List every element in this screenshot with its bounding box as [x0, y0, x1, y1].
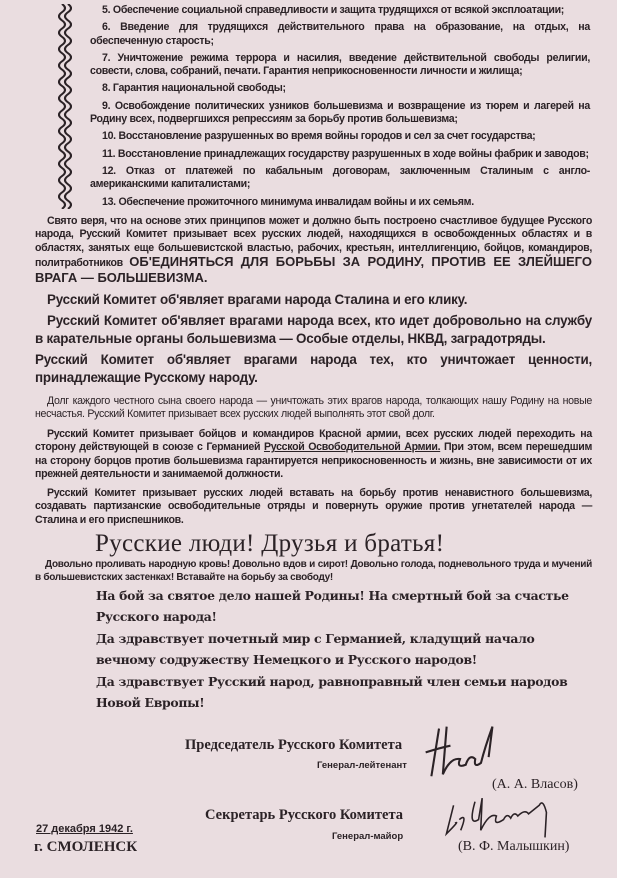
place: г. СМОЛЕНСК — [34, 839, 138, 856]
chairman-title: Председатель Русского Комитета — [185, 737, 403, 754]
program-item-10: 10. Восстановление разрушенных во время войны городов и сел за счет государства; — [102, 130, 536, 143]
vlasov-signature — [420, 719, 500, 781]
slogan-2: Да здравствует почетный мир с Германией, кладущий начало вечному содружеству Немецкого и Русского народов! — [96, 631, 535, 667]
wavy-border-decoration — [58, 4, 72, 209]
malyshkin-name: (В. Ф. Малышкин) — [458, 839, 570, 855]
partisan-paragraph: Русский Комитет призывает русских людей вставать на борьбу против ненавистного большевизма, создавать партизанские освободительные отряды и повернуть оружие против угнетателей народа — Сталина и его приспешников. — [35, 486, 592, 526]
secretary-title: Секретарь Русского Комитета — [205, 807, 403, 824]
program-item-6: 6. Введение для трудящихся действительного права на образование, на отдых, на обеспеченную старость; — [90, 21, 590, 47]
army-text: Русский Комитет призывает бойцов и командиров Красной армии, всех русских людей переходить на сторону действующей в союзе с Германией — [35, 427, 592, 454]
duty-paragraph: Долг каждого честного сына своего народа — уничтожать этих врагов народа, толкающих нашу Родину на новые несчастья. Русский Комитет призывает всех русских людей выполнять этот свой долг. — [35, 394, 592, 421]
date: 27 декабря 1942 г. — [36, 823, 133, 836]
roa-underlined: Русской Освободительной Армии. — [263, 441, 441, 454]
program-item-12: 12. Отказ от платежей по кабальным договорам, заключенным Сталиным с англо-американскими капиталистами; — [90, 164, 590, 191]
army-paragraph — [35, 428, 592, 482]
program-item-9: 9. Освобождение политических узников большевизма и возвращение из тюрем и лагерей на Родину всех, подвергшихся репрессиям за борьбу против большевизма; — [90, 99, 590, 126]
malyshkin-signature — [425, 791, 575, 841]
declaration-stalin: Русский Комитет об'являет врагами народа Сталина и его клику. — [47, 292, 468, 308]
program-item-7: 7. Уничтожение режима террора и насилия, введение действительной свободы религии, совести, слова, собраний, печати. Гарантия неприкосновенности личности и жилища; — [90, 51, 590, 78]
secretary-rank: Генерал-майор — [332, 831, 404, 843]
program-item-5: 5. Обеспечение социальной справедливости и защита трудящихся от всякой эксплоатации; — [102, 4, 565, 16]
program-item-11: 11. Восстановление принадлежащих государству разрушенных в ходе войны фабрик и заводов; — [102, 147, 589, 160]
appeal-text: Свято веря, что на основе этих принципов может и должно быть построено счастливое будущее Русского народа, Русский Комитет призывает всех русских людей, находящихся в освобожденных областях и в областях, занятых еще большевистской властью, рабочих, крестьян, интеллигенцию, бойцов, командиров, политработников — [35, 214, 592, 270]
appeal-caps: ОБ'ЕДИНЯТЬСЯ ДЛЯ БОРЬБЫ ЗА РОДИНУ, ПРОТИВ ЕЕ ЗЛЕЙШЕГО ВРАГА — БОЛЬШЕВИЗМА. — [35, 254, 592, 285]
enough-paragraph: Довольно проливать народную кровь! Довольно вдов и сирот! Довольно голода, подневольного труда и мучений в большевистских застенках! Вставайте на борьбу за свободу! — [35, 559, 592, 583]
program-item-13: 13. Обеспечение прожиточного минимума инвалидам войны и их семьям. — [102, 195, 474, 208]
chairman-rank: Генерал-лейтенант — [317, 760, 407, 772]
signatures-block — [0, 719, 617, 857]
heading: Русские люди! Друзья и братья! — [95, 530, 445, 558]
slogan-3: Да здравствует Русский народ, равноправный член семьи народов Новой Европы! — [96, 674, 568, 710]
slogan-1: На бой за святое дело нашей Родины! На смертный бой за счастье Русского народа! — [96, 588, 569, 624]
declaration-nkvd: Русский Комитет об'являет врагами народа всех, кто идет добровольно на службу в карательные органы большевизма — Особые отделы, НКВД, заградотряды. — [35, 312, 592, 347]
program-list — [90, 4, 590, 209]
vlasov-name: (А. А. Власов) — [492, 777, 578, 793]
program-item-8: 8. Гарантия национальной свободы; — [102, 82, 286, 95]
army-text-after: При этом, всем перешедшим на сторону борцов против большевизма гарантируется неприкосновенность и жизнь, вне зависимости от их прежней деятельности и занимаемой должности. — [35, 441, 592, 481]
appeal-paragraph — [35, 215, 592, 287]
declaration-values: Русский Комитет об'являет врагами народа тех, кто уничтожает ценности, принадлежащие Русскому народу. — [35, 351, 592, 386]
